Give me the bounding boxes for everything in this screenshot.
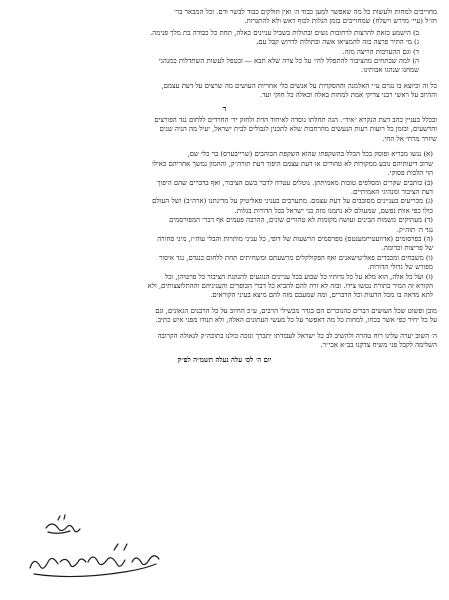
closing-paragraph	[12, 82, 437, 101]
intro-paragraph	[12, 8, 437, 27]
list-item: הקורא זה המיר בתורת נטשו צידו. ובזה לא זרה להם להביא כל דברי הכופרים והעניניהם וההתלוצצותים, ולא	[147, 281, 433, 290]
list-item: (ו) משבחים ומכבדים פאליטישאנים ואף הפקולקלים מרשעתם ומשחיתים תחת ללחום כנגדם, נגד איסור	[159, 253, 433, 262]
numbered-list-a	[12, 29, 437, 76]
blessing-paragraph	[12, 332, 437, 351]
text-line: והרשעים, ובזמן כל רועות רעות הנעשים מהרחבות שלא לתכנין לגבולים לבית ישראל, יעיל מה הניה שנים	[159, 125, 437, 134]
list-item: שרוב דיעותיהם נובע ממקורות לא טהורים או דעת עצמם היפוך דעת תורה״ק, וההמון נמשך אחריהם כאילו	[152, 159, 433, 168]
list-item: כולו כפי אוות נפשם, שמעולם לא נתמנו מזה כני ישראל בכל הדורות בגלות.	[234, 206, 433, 215]
list-item: ד) וגם ההערבות הריצה מזה.	[342, 47, 419, 56]
list-item: לתא מדאה בו מכל הדעות וכל הדברים, ומה שמעבם מזה להם מיצא בעיני הקוראים.	[210, 291, 433, 300]
text-line: מובן ופשוט שכל העושים דברים כהנוכרים הם בגדר מכשילי הרבים, ע״כ החיוב על כל הרבנים הגאונים, וגם	[155, 306, 437, 315]
list-item: ב) הישמע כזאת להרצות לרחובות נשים ובתולות בשביל עניינים כאלה, תחת כל כבודה בת מלך פנימה.	[150, 28, 419, 37]
text-line: השלימה לקבל פני משיח צדקנו בב״א אכי״ר.	[320, 341, 437, 349]
text-line: וההיוב על ראשי רבני צדיקי אמת למחות באלה וכאלה כל חוקי ועד.	[260, 91, 437, 100]
list-item: (ד) מעתיקים משמות הבינים ועושה מקומות לא טהורים שונים, ההרבה פעמים אף דברי המפורסמים	[169, 216, 433, 225]
list-item: דעת הציבור ומנהיגי האמיתיים.	[350, 187, 433, 196]
list-item: שמחנו שנהגו אבותינו.	[361, 66, 419, 75]
final-paragraph	[12, 307, 437, 326]
list-item: (ז) ועל כל אלה, הוא מלא על כל גדותיו כל שבוע בכל עניינים הנוגעים להנהגת הציבור כל פרטיהן, וכל	[164, 272, 433, 281]
list-item: נגד ה׳ תוה״ק.	[396, 225, 433, 234]
list-item: (ב) כותבים שקרים ומסלפים טובות מאמיתתן. נוטלים עטרה לדבר בשם הציבור, ואף בדברים שהם היפוך	[157, 178, 433, 187]
text-line: שיזרר מרחי אל החי.	[382, 134, 437, 143]
text-line: כל זה וכיוצא בו נגרם ע״י האלמנה וההסקרות על אנשים כלי אחריות העושים מה שרצים על דעת עצמם,	[161, 81, 437, 90]
handwritten-signature	[24, 510, 174, 590]
list-item: (ג) מכריעים בעניינים מסובבים על דעת עצמם. מתערבים בעניני פאליטיק על מדינתנו (ארה״ב) ושל העולם	[152, 197, 433, 206]
text-line: מחוייבים למחות ולעשות כל מה שאפשר למען כבוד ה׳ ואין חולקים כבוד לבשר ודם. וכל המבאר בר׳	[174, 8, 437, 16]
text-line: ה׳ השוב יערה עלינו רוח טהרה ולהשיב לב כל ישראל לעבודתו יתברך ונזכה כולנו בתוכה״ק לגאולה הקרובה	[157, 331, 437, 340]
text-line: ובכלל בעניין כהב דעת הנקרא ״איד״. הנה תחלתו נוסדה לאיחוד הדת ולחזק יד׳ החרדים ללחום נגד הפורצים	[154, 116, 437, 125]
list-item: הוי הלכות פסוקי.	[387, 169, 433, 178]
date-line: יום ה׳ לס׳ עלה נעלה תשמ״ה לפ״ק	[177, 356, 272, 365]
second-intro-paragraph	[12, 116, 437, 144]
list-item: ה) למה שכתחים מהציבור להתפלל להי׳ על כל צרה שלא תבא — ובטפל לעשות השתדלות כמנהגי	[158, 57, 419, 66]
numbered-list-b	[12, 150, 437, 301]
section-separator: ד	[222, 103, 227, 113]
list-item: של פריצות וכדומה.	[381, 244, 433, 253]
list-item: (ה) בפרסומים (אדוועטייזמענטס) מפרסמים הרשעות של דופי, כל עניני מותרות והבלי עוה״ז, מיני סחורה	[157, 234, 433, 243]
letter-page	[12, 8, 437, 592]
signature-scribble	[24, 510, 174, 590]
text-line: על כל יחיד כפי אשר בכחו, למחות כל מה דאפשר על כל מעשי העתונים האלה, ולא תנודו מפני איש כתיב.	[155, 316, 437, 325]
list-item: מפורש של גדולי הדורות.	[367, 263, 433, 272]
text-line: חז״ל (עיי׳ מדרש וישלח) שמחוייבים בזמן הגלות לכוף ראש ולא להתגרות.	[244, 17, 437, 26]
list-item: ג) מי התיר פרצה כזה להמציאו אשה ובתולות לדרוש קבל עם.	[256, 38, 419, 47]
list-item: (א) נגשו מבריא ופוסק בכל הכלל בהשקפתו שהוא השקפת הכוהבים (שרייבערס) בר כלי שם,	[187, 150, 433, 159]
